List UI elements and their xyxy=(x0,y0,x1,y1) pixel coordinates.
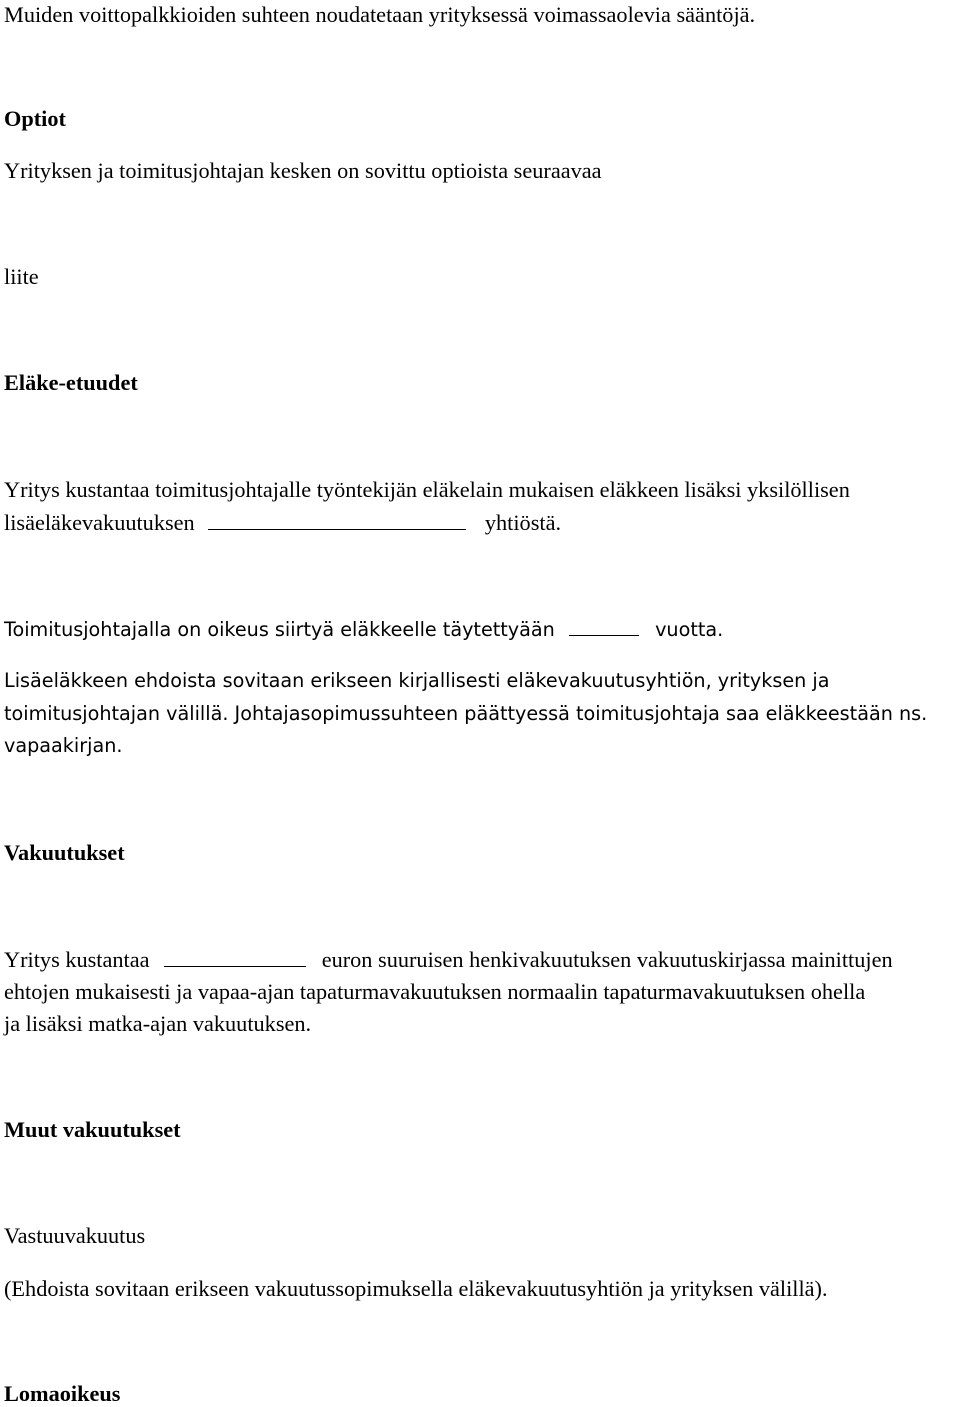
options-heading: Optiot xyxy=(4,106,66,131)
options-text: Yrityksen ja toimitusjohtajan kesken on sovittu optioista seuraavaa xyxy=(4,158,602,183)
pension-line-2-after: yhtiöstä. xyxy=(484,510,562,535)
pension-heading: Eläke-etuudet xyxy=(4,370,138,395)
amount-blank xyxy=(164,946,306,967)
other-insurance-heading: Muut vakuutukset xyxy=(4,1117,181,1142)
options-attachment: liite xyxy=(4,264,39,289)
retire-line xyxy=(4,615,723,643)
retire-after: vuotta. xyxy=(655,618,724,641)
intro-line: Muiden voittopalkkioiden suhteen noudatetaan yrityksessä voimassaolevia sääntöjä. xyxy=(4,2,756,27)
insurance-line-1-before: Yritys kustantaa xyxy=(4,947,150,972)
salary-heading: Lomaoikeus xyxy=(4,1381,121,1406)
other-insurance-note: (Ehdoista sovitaan erikseen vakuutussopimuksella eläkevakuutusyhtiön ja yrityksen välillä). xyxy=(4,1276,828,1301)
retire-before: Toimitusjohtajalla on oikeus siirtyä eläkkeelle täytettyään xyxy=(4,618,555,641)
insurer-blank xyxy=(208,509,466,530)
terms-line-1: Lisäeläkkeen ehdoista sovitaan erikseen kirjallisesti eläkevakuutusyhtiön, yrityksen ja xyxy=(4,669,830,692)
insurance-heading: Vakuutukset xyxy=(4,840,125,865)
terms-line-2: toimitusjohtajan välillä. Johtajasopimussuhteen päättyessä toimitusjohtaja saa eläkkeestään ns. xyxy=(4,702,928,725)
pension-line-2 xyxy=(4,509,561,536)
terms-line-3: vapaakirjan. xyxy=(4,734,123,757)
insurance-line-2: ehtojen mukaisesti ja vapaa-ajan tapaturmavakuutuksen normaalin tapaturmavakuutuksen ohella xyxy=(4,979,866,1004)
age-blank xyxy=(569,615,639,636)
pension-line-1: Yritys kustantaa toimitusjohtajalle työntekijän eläkelain mukaisen eläkkeen lisäksi yksilöllisen xyxy=(4,477,850,502)
insurance-line-1 xyxy=(4,946,893,973)
pension-line-2-before: lisäeläkevakuutuksen xyxy=(4,510,195,535)
insurance-line-3: ja lisäksi matka-ajan vakuutuksen. xyxy=(4,1011,312,1036)
other-insurance-item: Vastuuvakuutus xyxy=(4,1223,146,1248)
insurance-line-1-after: euron suuruisen henkivakuutuksen vakuutuskirjassa mainittujen xyxy=(321,947,893,972)
